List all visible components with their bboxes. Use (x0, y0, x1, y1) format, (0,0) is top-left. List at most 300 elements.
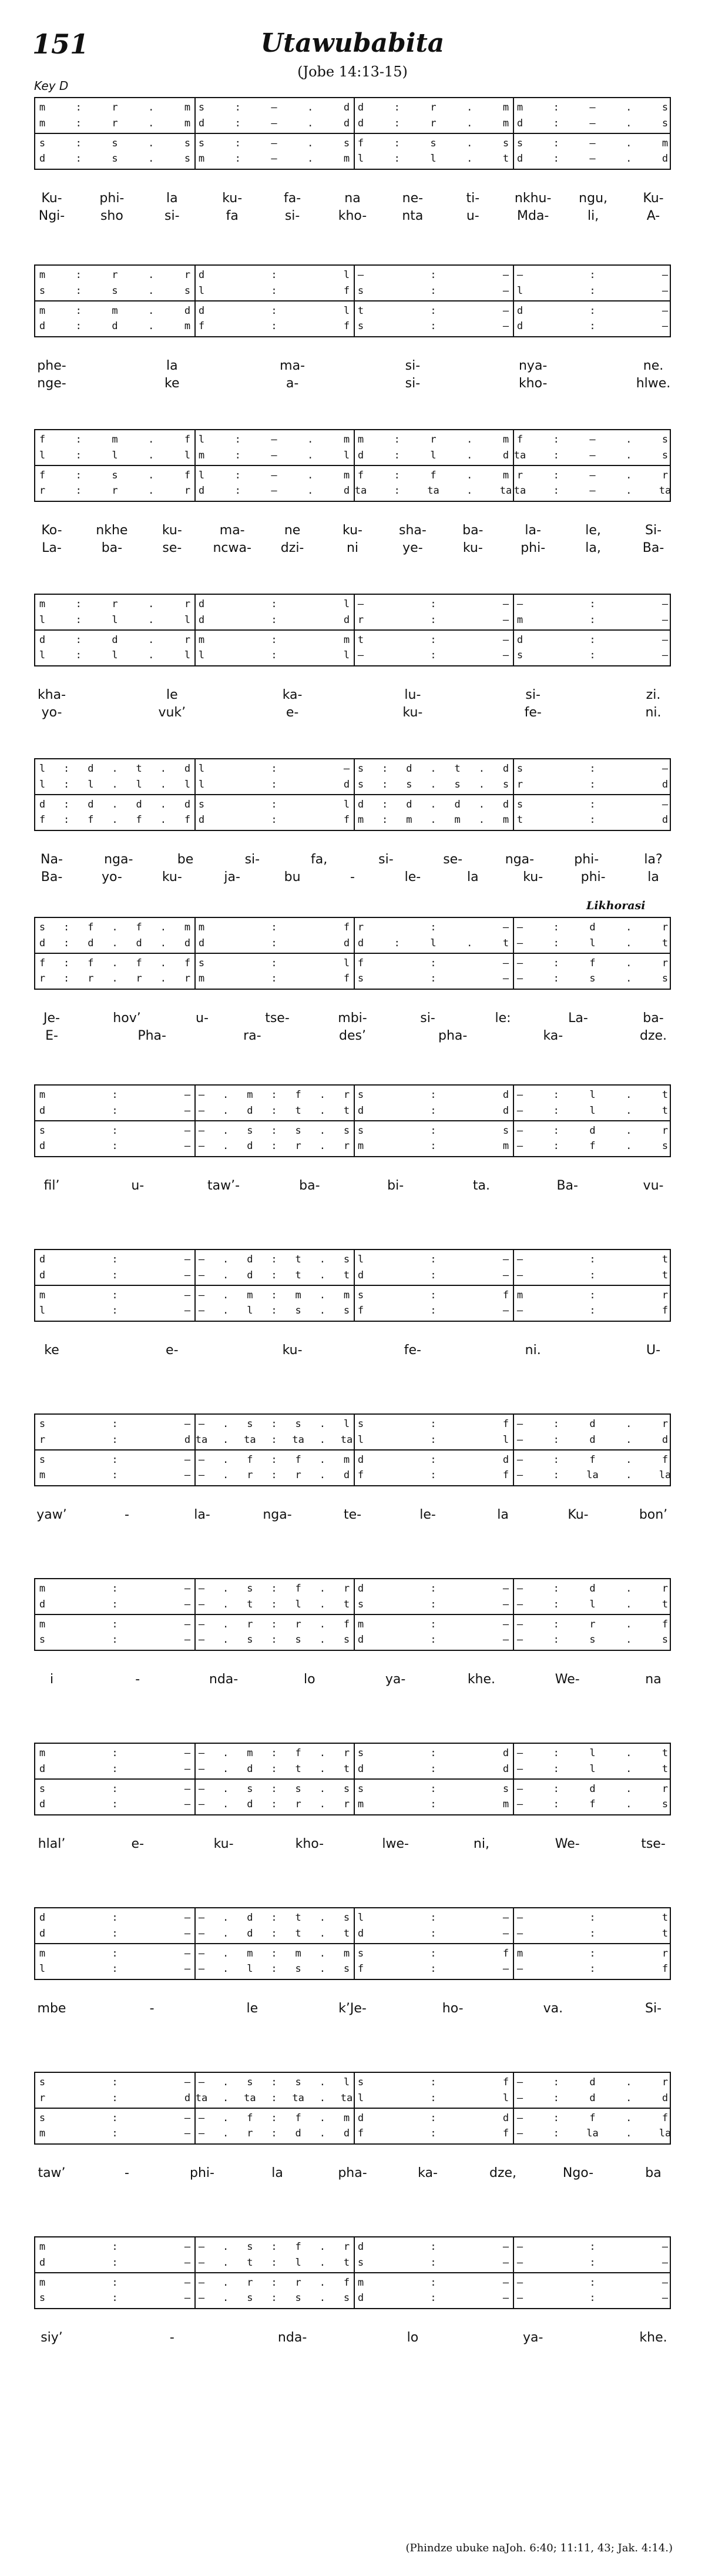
solfa-note: : (112, 1434, 118, 1446)
solfa-note: : (589, 320, 596, 332)
solfa-note: – (198, 2292, 205, 2304)
solfa-note: d (247, 1105, 253, 1117)
solfa-note: l (357, 153, 364, 165)
solfa-note: s (343, 138, 350, 149)
solfa-note: m (39, 1469, 46, 1481)
solfa-note: r (184, 598, 191, 610)
solfa-note: — (184, 1783, 191, 1795)
solfa-note: . (626, 450, 632, 461)
solfa-note: : (430, 649, 437, 661)
solfa-note: . (466, 138, 473, 149)
solfa-note: m (516, 1289, 523, 1301)
voice-row (35, 2275, 670, 2290)
lyric-syllable: phe- (37, 359, 66, 373)
solfa-note: : (234, 485, 241, 497)
solfa-note: d (516, 153, 523, 165)
solfa-note: — (184, 2277, 191, 2289)
lyric-syllable: fe- (404, 1343, 421, 1358)
solfa-note: — (516, 2241, 523, 2253)
solfa-note: s (295, 1783, 301, 1795)
solfa-note: – (589, 485, 596, 497)
solfa-note: r (662, 1125, 669, 1137)
solfa-note: : (271, 1619, 277, 1630)
solfa-note: d (247, 1140, 253, 1152)
lyric-syllable: ku- (162, 523, 182, 538)
solfa-note: s (502, 779, 509, 790)
solfa-note: – (198, 1454, 205, 1466)
lyric-syllable: ni, (473, 1837, 489, 1851)
solfa-note: : (430, 1619, 437, 1630)
solfa-note: r (430, 118, 437, 129)
solfa-note: f (357, 1963, 364, 1975)
staff-divider (35, 1285, 670, 1286)
solfa-note: t (357, 634, 364, 646)
staff-divider (35, 2272, 670, 2273)
solfa-note: — (343, 763, 350, 775)
lyric-syllable: lo (407, 2330, 419, 2345)
solfa-note: l (112, 614, 118, 626)
voice-row (35, 1761, 670, 1777)
solfa-note: : (271, 814, 277, 826)
solfa-note: s (39, 2112, 46, 2124)
lyric-syllable: tse- (265, 1011, 290, 1026)
solfa-note: — (184, 2257, 191, 2269)
solfa-note: d (502, 1089, 509, 1101)
solfa-note: : (234, 434, 241, 445)
solfa-note: : (430, 1948, 437, 1959)
voice-row (35, 1468, 670, 1483)
solfa-note: r (112, 269, 118, 281)
solfa-note: — (662, 634, 669, 646)
solfa-note: d (247, 1928, 253, 1939)
solfa-note: s (357, 763, 364, 775)
lyric-syllable: la- (194, 1508, 210, 1522)
solfa-note: t (295, 1105, 301, 1117)
lyric-syllable: hlal’ (38, 1837, 66, 1851)
solfa-note: . (319, 1418, 325, 1430)
lyric-line (34, 705, 671, 723)
solfa-note: : (75, 285, 82, 297)
solfa-note: r (247, 2277, 253, 2289)
solfa-note: s (247, 1125, 253, 1137)
solfa-note: . (626, 922, 632, 933)
lyric-syllable: le- (419, 1508, 436, 1522)
solfa-note: : (430, 1634, 437, 1646)
solfa-note: : (553, 1469, 559, 1481)
solfa-note: . (223, 2241, 229, 2253)
solfa-note: : (234, 138, 241, 149)
lyric-syllable: fa (226, 209, 239, 223)
solfa-note: f (136, 814, 142, 826)
solfa-note: d (198, 118, 205, 129)
solfa-note: . (319, 2076, 325, 2088)
score-system (34, 1413, 671, 1486)
solfa-note: . (223, 1469, 229, 1481)
solfa-note: : (271, 1912, 277, 1924)
solfa-note: . (626, 153, 632, 165)
solfa-note: d (198, 485, 205, 497)
solfa-note: m (662, 138, 669, 149)
voice-row (35, 1781, 670, 1797)
solfa-note: : (430, 2076, 437, 2088)
solfa-note: f (136, 957, 142, 969)
solfa-note: : (112, 1269, 118, 1281)
solfa-note: s (39, 1634, 46, 1646)
solfa-note: . (148, 102, 155, 113)
solfa-note: t (343, 1928, 350, 1939)
solfa-note: d (184, 1434, 191, 1446)
solfa-note: : (234, 102, 241, 113)
solfa-note: s (184, 138, 191, 149)
solfa-note: . (466, 937, 473, 949)
lyric-syllable: si- (420, 1011, 435, 1026)
solfa-note: s (357, 973, 364, 984)
solfa-note: . (430, 814, 437, 826)
solfa-note: s (112, 285, 118, 297)
lyric-syllable: le: (495, 1011, 511, 1026)
solfa-note: : (234, 153, 241, 165)
solfa-note: r (39, 973, 46, 984)
lyric-syllable: le (166, 688, 178, 702)
solfa-note: f (357, 2128, 364, 2139)
solfa-note: : (271, 320, 277, 332)
lyric-syllable: dzi- (280, 541, 304, 555)
lyric-syllable: siy’ (41, 2330, 63, 2345)
lyric-syllable: a- (286, 376, 299, 391)
solfa-note: – (198, 1963, 205, 1975)
solfa-note: : (589, 1928, 596, 1939)
solfa-note: s (39, 1418, 46, 1430)
solfa-note: . (626, 1125, 632, 1137)
solfa-note: : (589, 1289, 596, 1301)
solfa-note: : (271, 598, 277, 610)
solfa-note: d (39, 1599, 46, 1610)
solfa-note: d (662, 1434, 669, 1446)
solfa-note: . (319, 1105, 325, 1117)
solfa-note: . (319, 1454, 325, 1466)
voice-row (35, 2290, 670, 2306)
lyric-syllable: phi- (190, 2166, 214, 2180)
solfa-note: : (271, 973, 277, 984)
solfa-note: : (430, 2277, 437, 2289)
solfa-note: : (589, 2292, 596, 2304)
solfa-note: s (295, 1634, 301, 1646)
solfa-note: r (112, 102, 118, 113)
solfa-note: ta (340, 1434, 353, 1446)
solfa-note: . (223, 1454, 229, 1466)
solfa-note: s (357, 1089, 364, 1101)
staff-divider (35, 1778, 670, 1780)
solfa-note: . (319, 1747, 325, 1759)
solfa-note: : (589, 799, 596, 810)
solfa-note: ta (292, 1434, 304, 1446)
solfa-note: . (626, 434, 632, 445)
solfa-note: : (430, 2128, 437, 2139)
solfa-note: m (39, 102, 46, 113)
solfa-note: : (112, 1634, 118, 1646)
solfa-note: m (516, 102, 523, 113)
solfa-note: : (271, 1434, 277, 1446)
solfa-note: : (112, 1254, 118, 1265)
score-system (34, 1578, 671, 1651)
solfa-note: . (112, 779, 118, 790)
solfa-note: – (198, 1763, 205, 1775)
solfa-note: s (662, 434, 669, 445)
solfa-note: — (184, 1105, 191, 1117)
staff-divider (35, 1449, 670, 1451)
lyric-syllable: phi- (574, 852, 599, 867)
solfa-note: d (357, 937, 364, 949)
solfa-note: : (271, 1747, 277, 1759)
solfa-note: — (516, 269, 523, 281)
solfa-note: . (223, 2128, 229, 2139)
solfa-note: m (295, 1289, 301, 1301)
solfa-note: l (39, 779, 46, 790)
voice-row (35, 1138, 670, 1154)
solfa-note: . (223, 1140, 229, 1152)
solfa-note: f (502, 1948, 509, 1959)
solfa-note: f (295, 2112, 301, 2124)
solfa-note: — (184, 1928, 191, 1939)
solfa-note: s (295, 1963, 301, 1975)
solfa-note: d (343, 118, 350, 129)
solfa-note: — (662, 305, 669, 317)
solfa-note: l (295, 2257, 301, 2269)
solfa-note: r (343, 1089, 350, 1101)
solfa-note: : (63, 973, 70, 984)
solfa-note: s (247, 2292, 253, 2304)
voice-row (35, 1288, 670, 1303)
solfa-note: la (659, 1469, 672, 1481)
voice-row (35, 1087, 670, 1103)
solfa-note: — (502, 320, 509, 332)
solfa-note: t (136, 763, 142, 775)
solfa-note: : (112, 2257, 118, 2269)
solfa-note: s (502, 1125, 509, 1137)
lyric-line (34, 1029, 671, 1046)
solfa-note: t (662, 1254, 669, 1265)
lyric-syllable: la (166, 359, 178, 373)
lyric-syllable: u- (196, 1011, 209, 1026)
solfa-note: : (112, 1105, 118, 1117)
solfa-note: : (430, 1140, 437, 1152)
solfa-note: — (516, 1599, 523, 1610)
lyric-syllable: la, (585, 541, 601, 555)
solfa-note: t (662, 1269, 669, 1281)
solfa-note: s (357, 2257, 364, 2269)
solfa-note: s (516, 799, 523, 810)
solfa-note: f (39, 814, 46, 826)
solfa-note: . (626, 485, 632, 497)
solfa-note: — (184, 1089, 191, 1101)
solfa-note: : (553, 1105, 559, 1117)
solfa-note: m (343, 470, 350, 481)
solfa-note: r (662, 1289, 669, 1301)
voice-row (35, 597, 670, 612)
solfa-note: — (184, 1418, 191, 1430)
solfa-note: — (184, 1747, 191, 1759)
solfa-note: — (184, 1583, 191, 1594)
lyric-line (34, 1011, 671, 1029)
solfa-note: — (357, 269, 364, 281)
solfa-note: r (662, 470, 669, 481)
lyric-syllable: le- (404, 870, 421, 885)
lyric-syllable: ba- (299, 1178, 320, 1193)
solfa-note: : (271, 2076, 277, 2088)
lyric-syllable: yo- (101, 870, 122, 885)
score-system (34, 264, 671, 337)
solfa-note: : (430, 1454, 437, 1466)
solfa-note: r (343, 1583, 350, 1594)
solfa-note: f (516, 434, 523, 445)
solfa-note: : (75, 485, 82, 497)
solfa-note: : (271, 1583, 277, 1594)
solfa-note: : (382, 799, 388, 810)
lyric-syllable: tse- (641, 1837, 666, 1851)
solfa-note: — (502, 305, 509, 317)
solfa-note: s (357, 285, 364, 297)
solfa-note: s (198, 102, 205, 113)
solfa-note: . (160, 763, 166, 775)
solfa-note: r (589, 1619, 596, 1630)
voice-row (35, 1416, 670, 1432)
solfa-note: . (307, 153, 314, 165)
solfa-note: . (148, 285, 155, 297)
solfa-note: m (247, 1289, 253, 1301)
solfa-note: . (319, 1269, 325, 1281)
solfa-note: — (662, 285, 669, 297)
lyric-syllable: k’Je- (338, 2001, 367, 2016)
solfa-note: : (589, 1254, 596, 1265)
solfa-note: d (454, 799, 461, 810)
solfa-note: . (478, 799, 485, 810)
solfa-note: : (271, 2241, 277, 2253)
solfa-note: l (198, 649, 205, 661)
lyric-syllable: E- (45, 1029, 58, 1043)
solfa-note: m (343, 153, 350, 165)
solfa-note: la (586, 2128, 599, 2139)
solfa-note: — (502, 1583, 509, 1594)
solfa-note: — (516, 1454, 523, 1466)
solfa-note: – (589, 153, 596, 165)
solfa-note: d (343, 2128, 350, 2139)
solfa-note: — (662, 614, 669, 626)
voice-row (35, 1103, 670, 1118)
solfa-note: d (39, 1105, 46, 1117)
solfa-note: – (198, 1948, 205, 1959)
solfa-note: . (223, 1634, 229, 1646)
solfa-note: . (626, 470, 632, 481)
lyric-syllable: si- (164, 209, 180, 223)
solfa-note: : (271, 1798, 277, 1810)
solfa-note: d (357, 1763, 364, 1775)
solfa-note: r (112, 118, 118, 129)
solfa-note: . (319, 1305, 325, 1317)
solfa-note: m (112, 434, 118, 445)
solfa-note: : (271, 2277, 277, 2289)
solfa-note: s (662, 102, 669, 113)
solfa-note: – (271, 138, 277, 149)
solfa-note: : (271, 922, 277, 933)
solfa-note: l (357, 2092, 364, 2104)
solfa-note: : (430, 1763, 437, 1775)
solfa-note: — (502, 2257, 509, 2269)
solfa-note: s (343, 1125, 350, 1137)
solfa-note: – (198, 2128, 205, 2139)
solfa-note: : (553, 2092, 559, 2104)
solfa-note: — (516, 2076, 523, 2088)
voice-row (35, 1961, 670, 1977)
solfa-note: : (430, 2112, 437, 2124)
solfa-note: : (553, 470, 559, 481)
solfa-note: m (198, 973, 205, 984)
solfa-note: : (553, 1434, 559, 1446)
solfa-note: r (184, 973, 191, 984)
solfa-note: : (271, 1634, 277, 1646)
solfa-note: t (662, 1763, 669, 1775)
solfa-note: d (589, 1418, 596, 1430)
solfa-note: . (307, 434, 314, 445)
solfa-note: d (39, 320, 46, 332)
solfa-note: t (295, 1912, 301, 1924)
solfa-note: — (516, 957, 523, 969)
solfa-note: : (430, 957, 437, 969)
solfa-note: : (430, 1434, 437, 1446)
voice-row (35, 1268, 670, 1283)
solfa-note: – (198, 2277, 205, 2289)
solfa-note: – (198, 1928, 205, 1939)
solfa-note: . (319, 2277, 325, 2289)
solfa-note: s (357, 1783, 364, 1795)
lyric-syllable: - (125, 1508, 129, 1522)
solfa-note: r (295, 2277, 301, 2289)
lyric-syllable: ma- (280, 359, 306, 373)
solfa-note: : (75, 614, 82, 626)
solfa-note: d (357, 2292, 364, 2304)
lyric-syllable: la (467, 870, 479, 885)
solfa-note: : (430, 614, 437, 626)
lyric-line (34, 2166, 671, 2183)
solfa-note: — (516, 1305, 523, 1317)
solfa-note: — (516, 1140, 523, 1152)
solfa-note: l (39, 1963, 46, 1975)
solfa-note: . (160, 799, 166, 810)
solfa-note: d (343, 485, 350, 497)
lyric-syllable: Je- (43, 1011, 60, 1026)
solfa-note: f (295, 2241, 301, 2253)
solfa-note: s (39, 1783, 46, 1795)
solfa-note: : (394, 937, 400, 949)
solfa-note: d (589, 2076, 596, 2088)
solfa-note: ta (513, 485, 526, 497)
solfa-note: . (223, 2292, 229, 2304)
lyric-syllable: ku- (462, 541, 483, 555)
solfa-note: s (430, 138, 437, 149)
lyric-syllable: Ngo- (562, 2166, 594, 2180)
solfa-note: : (112, 2292, 118, 2304)
solfa-note: — (184, 1254, 191, 1265)
solfa-note: : (271, 1089, 277, 1101)
solfa-note: – (198, 1140, 205, 1152)
lyric-syllable: bu (284, 870, 301, 885)
solfa-note: m (343, 1289, 350, 1301)
solfa-note: s (295, 1305, 301, 1317)
solfa-note: s (589, 1634, 596, 1646)
solfa-note: — (516, 1747, 523, 1759)
solfa-note: l (516, 285, 523, 297)
solfa-note: r (295, 1619, 301, 1630)
solfa-note: m (295, 1948, 301, 1959)
